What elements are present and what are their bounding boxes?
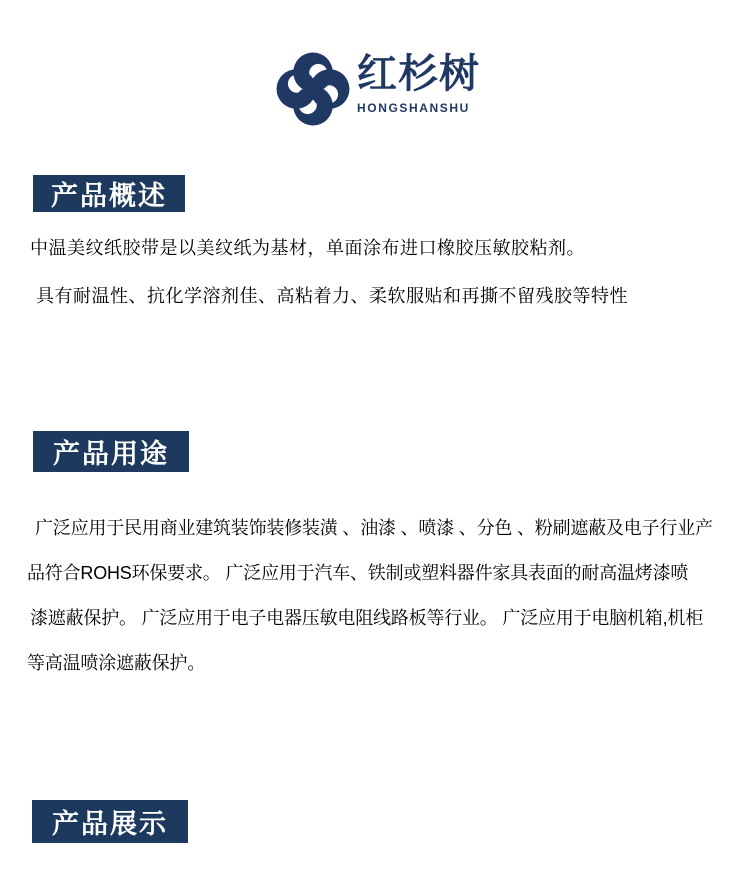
uses-text-line-2: 品符合ROHS环保要求。 广泛应用于汽车、铁制或塑料器件家具表面的耐高温烤漆喷: [27, 563, 689, 583]
brand-name-cn: 红杉树: [357, 51, 480, 96]
overview-text-line-2: 具有耐温性、抗化学溶剂佳、高粘着力、柔软服贴和再撕不留残胶等特性: [36, 286, 628, 306]
pinwheel-flower-icon: [275, 50, 351, 128]
brand-name-latin: HONGSHANSHU: [357, 101, 470, 115]
section-header-overview: 产品概述: [33, 175, 185, 212]
section-header-gallery: 产品展示: [32, 800, 188, 843]
uses-text-line-4: 等高温喷涂遮蔽保护。: [27, 653, 205, 673]
uses-text-line-3: 漆遮蔽保护。 广泛应用于电子电器压敏电阻线路板等行业。 广泛应用于电脑机箱,机柜: [30, 608, 703, 628]
uses-paragraph: [27, 506, 739, 686]
section-header-uses: 产品用途: [33, 431, 189, 472]
brand-logo: [275, 50, 480, 128]
overview-text-line-1: 中温美纹纸胶带是以美纹纸为基材，单面涂布进口橡胶压敏胶粘剂。: [30, 238, 585, 258]
uses-text-line-1: 广泛应用于民用商业建筑装饰装修装潢 、油漆 、喷漆 、分色 、粉刷遮蔽及电子行业产: [35, 518, 713, 538]
brand-text: [357, 52, 480, 115]
